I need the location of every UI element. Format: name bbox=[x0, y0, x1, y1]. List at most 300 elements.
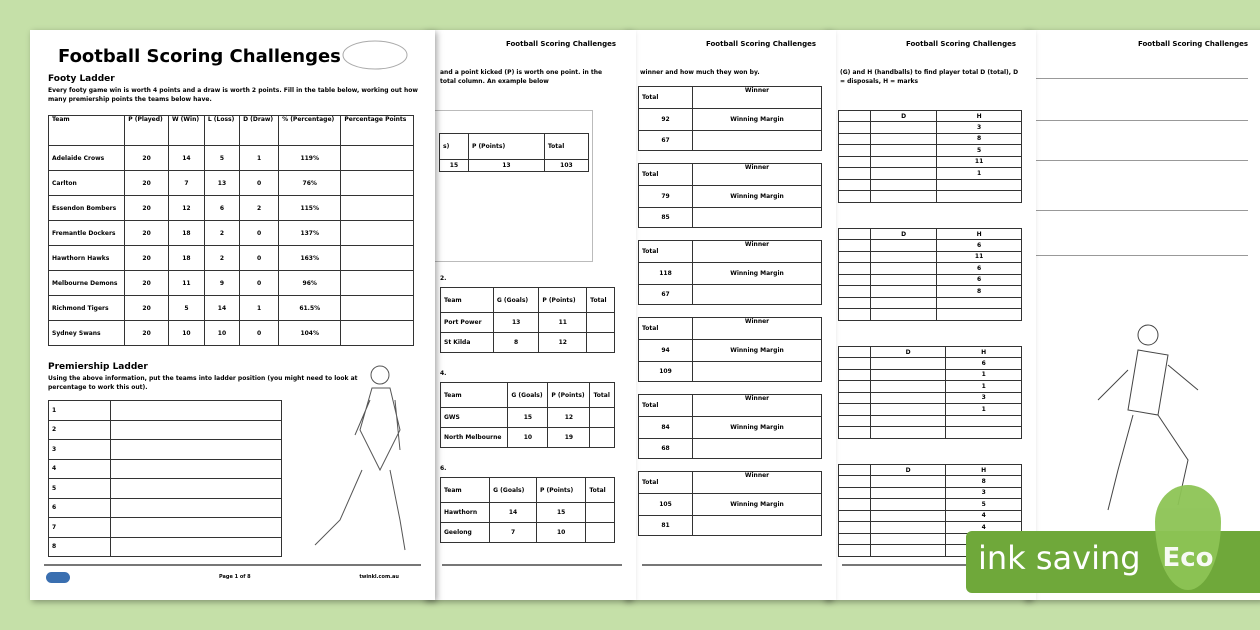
table-row bbox=[639, 340, 822, 362]
page-title: Football Scoring Challenges bbox=[58, 46, 341, 67]
cell: 15 bbox=[508, 408, 548, 428]
instructions: Using the above information, put the teams into ladder position (you might need to look at percentage to work this out). bbox=[48, 375, 358, 391]
team-input-cell[interactable] bbox=[111, 420, 282, 440]
cell: 0 bbox=[240, 271, 279, 296]
cell bbox=[341, 271, 414, 296]
total-header: Total bbox=[639, 164, 693, 186]
position-cell: 6 bbox=[49, 498, 111, 518]
position-cell: 5 bbox=[49, 479, 111, 499]
total-cell: 81 bbox=[639, 516, 693, 536]
cell bbox=[839, 191, 871, 203]
table-row bbox=[441, 313, 615, 333]
table-row bbox=[441, 503, 615, 523]
cell bbox=[839, 309, 871, 321]
table-row bbox=[839, 381, 1022, 393]
instructions: (G) and H (handballs) to find player total D (total), D = disposals, H = marks bbox=[840, 69, 1019, 85]
table-row bbox=[639, 87, 822, 109]
match-block bbox=[638, 471, 822, 536]
table-row bbox=[839, 487, 1022, 499]
example-box bbox=[428, 110, 593, 262]
team-input-cell[interactable] bbox=[111, 440, 282, 460]
table-row bbox=[639, 318, 822, 340]
total-input-cell[interactable] bbox=[590, 408, 615, 428]
cell bbox=[871, 168, 937, 180]
header-cell: G (Goals) bbox=[508, 383, 548, 408]
total-cell: 109 bbox=[639, 362, 693, 382]
cell: 0 bbox=[240, 321, 279, 346]
table-row bbox=[441, 523, 615, 543]
cell: 0 bbox=[240, 171, 279, 196]
header-cell: P (Played) bbox=[125, 116, 169, 146]
cell: Sydney Swans bbox=[49, 321, 125, 346]
cell bbox=[839, 522, 871, 534]
ladder-row bbox=[49, 459, 282, 479]
table-row bbox=[639, 362, 822, 382]
cell bbox=[341, 246, 414, 271]
cell: 20 bbox=[125, 221, 169, 246]
table-row bbox=[839, 286, 1022, 298]
cell: 18 bbox=[168, 246, 204, 271]
cell bbox=[839, 533, 871, 545]
total-header: Total bbox=[639, 395, 693, 417]
cell bbox=[871, 533, 946, 545]
cell bbox=[839, 404, 871, 416]
cell: 119% bbox=[279, 146, 341, 171]
cell bbox=[871, 392, 946, 404]
cell bbox=[839, 381, 871, 393]
page-footer bbox=[642, 564, 822, 584]
cell bbox=[839, 499, 871, 511]
table-row bbox=[49, 296, 414, 321]
cell: 12 bbox=[539, 333, 587, 353]
cell: 1 bbox=[946, 381, 1022, 393]
cell bbox=[871, 476, 946, 488]
cell bbox=[839, 122, 871, 134]
ladder-row bbox=[49, 537, 282, 557]
table-row bbox=[839, 263, 1022, 275]
header-cell: G (Goals) bbox=[493, 288, 538, 313]
team-input-cell[interactable] bbox=[111, 479, 282, 499]
table-row bbox=[639, 285, 822, 305]
cell: 11 bbox=[539, 313, 587, 333]
cell bbox=[871, 297, 937, 309]
cell bbox=[839, 487, 871, 499]
example-table bbox=[439, 133, 589, 172]
total-cell: 118 bbox=[639, 263, 693, 285]
header-row bbox=[441, 478, 615, 503]
header-cell: P (Points) bbox=[536, 478, 585, 503]
cell bbox=[839, 415, 871, 427]
cell bbox=[839, 297, 871, 309]
cell: 20 bbox=[125, 321, 169, 346]
margin-label: Winning Margin bbox=[693, 263, 822, 285]
cell: 3 bbox=[937, 122, 1022, 134]
total-input-cell[interactable] bbox=[587, 333, 615, 353]
cell: Essendon Bombers bbox=[49, 196, 125, 221]
table-row bbox=[49, 271, 414, 296]
total-cell: 85 bbox=[639, 208, 693, 228]
cell bbox=[946, 427, 1022, 439]
margin-label: Winning Margin bbox=[693, 186, 822, 208]
ladder-row bbox=[49, 518, 282, 538]
margin-input bbox=[693, 516, 822, 536]
header-cell: Percentage Points bbox=[341, 116, 414, 146]
cell: 19 bbox=[548, 428, 590, 448]
total-cell: 92 bbox=[639, 109, 693, 131]
cell: Fremantle Dockers bbox=[49, 221, 125, 246]
cell: Port Power bbox=[441, 313, 494, 333]
header-cell: P (Points) bbox=[548, 383, 590, 408]
cell bbox=[871, 251, 937, 263]
table-row bbox=[639, 186, 822, 208]
cell bbox=[341, 221, 414, 246]
cell: 10 bbox=[508, 428, 548, 448]
ladder-row bbox=[49, 401, 282, 421]
table-row bbox=[839, 476, 1022, 488]
cell: 9 bbox=[204, 271, 239, 296]
cell bbox=[839, 145, 871, 157]
total-header: Total bbox=[639, 241, 693, 263]
cell: 3 bbox=[946, 487, 1022, 499]
cell: 15 bbox=[536, 503, 585, 523]
eco-label: Eco bbox=[1162, 543, 1214, 573]
header-cell: s) bbox=[440, 134, 469, 160]
cell bbox=[839, 274, 871, 286]
table-row bbox=[839, 251, 1022, 263]
cell bbox=[937, 297, 1022, 309]
margin-label: Winning Margin bbox=[693, 417, 822, 439]
cell bbox=[871, 133, 937, 145]
twinkl-logo bbox=[46, 572, 70, 583]
page-header: Football Scoring Challenges bbox=[505, 40, 616, 48]
cell bbox=[839, 286, 871, 298]
cell: 6 bbox=[937, 274, 1022, 286]
cell bbox=[937, 309, 1022, 321]
table-row bbox=[839, 404, 1022, 416]
margin-label: Winning Margin bbox=[693, 340, 822, 362]
ladder-row bbox=[49, 440, 282, 460]
table-row bbox=[839, 168, 1022, 180]
cell: 1 bbox=[946, 369, 1022, 381]
section-heading: Premiership Ladder bbox=[48, 362, 148, 372]
cell: Geelong bbox=[441, 523, 490, 543]
cell bbox=[871, 240, 937, 252]
cell: 15 bbox=[440, 160, 469, 172]
cell: 11 bbox=[168, 271, 204, 296]
cell: 1 bbox=[937, 168, 1022, 180]
instructions: Every footy game win is worth 4 points and a draw is worth 2 points. Fill in the table below, working out how many premiership points the teams below have. bbox=[48, 87, 418, 103]
cell: 163% bbox=[279, 246, 341, 271]
cell: 0 bbox=[240, 221, 279, 246]
table-row bbox=[639, 109, 822, 131]
cell bbox=[839, 229, 871, 240]
header-cell: H bbox=[946, 347, 1022, 358]
total-input-cell[interactable] bbox=[586, 523, 615, 543]
cell bbox=[341, 146, 414, 171]
cell: 13 bbox=[493, 313, 538, 333]
table-row bbox=[839, 274, 1022, 286]
cell bbox=[871, 309, 937, 321]
table-row bbox=[49, 221, 414, 246]
worksheet-page-1 bbox=[30, 30, 435, 600]
position-cell: 7 bbox=[49, 518, 111, 538]
match-block bbox=[638, 240, 822, 305]
instructions: winner and how much they won by. bbox=[640, 69, 760, 76]
total-input-cell[interactable] bbox=[587, 313, 615, 333]
table-row bbox=[49, 146, 414, 171]
header-cell: Total bbox=[587, 288, 615, 313]
cell: 1 bbox=[240, 296, 279, 321]
team-input-cell[interactable] bbox=[111, 498, 282, 518]
cell: 8 bbox=[937, 286, 1022, 298]
score-table bbox=[440, 287, 615, 353]
cell: 2 bbox=[204, 246, 239, 271]
winner-label: Winner bbox=[693, 395, 822, 417]
cell: 2 bbox=[240, 196, 279, 221]
cell: 14 bbox=[490, 503, 537, 523]
header-row bbox=[839, 347, 1022, 358]
table-row bbox=[639, 131, 822, 151]
cell: 7 bbox=[168, 171, 204, 196]
cell bbox=[871, 369, 946, 381]
table-row bbox=[639, 208, 822, 228]
cell: 4 bbox=[946, 510, 1022, 522]
cell: 96% bbox=[279, 271, 341, 296]
header-cell: Total bbox=[544, 134, 588, 160]
header-row bbox=[839, 111, 1022, 122]
header-cell: D bbox=[871, 111, 937, 122]
cell: 0 bbox=[240, 246, 279, 271]
winner-label: Winner bbox=[693, 87, 822, 109]
cell: St Kilda bbox=[441, 333, 494, 353]
position-cell: 8 bbox=[49, 537, 111, 557]
cell: 20 bbox=[125, 196, 169, 221]
header-cell: G (Goals) bbox=[490, 478, 537, 503]
header-cell: H bbox=[937, 111, 1022, 122]
cell bbox=[839, 133, 871, 145]
cell: 7 bbox=[490, 523, 537, 543]
table-row bbox=[839, 499, 1022, 511]
badge-text: ink saving bbox=[978, 539, 1141, 577]
football-icon bbox=[340, 38, 410, 72]
cell: 76% bbox=[279, 171, 341, 196]
cell: Adelaide Crows bbox=[49, 146, 125, 171]
worksheet-page-4 bbox=[828, 30, 1036, 600]
cell: Hawthorn bbox=[441, 503, 490, 523]
table-row bbox=[639, 241, 822, 263]
ladder-row bbox=[49, 420, 282, 440]
table-row bbox=[839, 510, 1022, 522]
cell bbox=[871, 499, 946, 511]
total-cell: 67 bbox=[639, 285, 693, 305]
team-input-cell[interactable] bbox=[111, 537, 282, 557]
cell bbox=[839, 545, 871, 557]
cell bbox=[341, 321, 414, 346]
cell bbox=[839, 263, 871, 275]
instructions: and a point kicked (P) is worth one point. in the total column. An example below bbox=[440, 69, 603, 85]
cell: 12 bbox=[548, 408, 590, 428]
winner-label: Winner bbox=[693, 318, 822, 340]
header-cell: Total bbox=[590, 383, 615, 408]
cell: 11 bbox=[937, 156, 1022, 168]
header-cell: H bbox=[937, 229, 1022, 240]
team-input-cell[interactable] bbox=[111, 459, 282, 479]
winner-label: Winner bbox=[693, 472, 822, 494]
header-cell: D bbox=[871, 347, 946, 358]
cell: 103 bbox=[544, 160, 588, 172]
total-cell: 68 bbox=[639, 439, 693, 459]
page-header: Football Scoring Challenges bbox=[1137, 40, 1248, 48]
cell: 12 bbox=[168, 196, 204, 221]
header-cell: Team bbox=[441, 478, 490, 503]
total-cell: 94 bbox=[639, 340, 693, 362]
cell: 6 bbox=[204, 196, 239, 221]
match-block bbox=[638, 163, 822, 228]
cell: 13 bbox=[204, 171, 239, 196]
cell bbox=[839, 251, 871, 263]
header-cell: D bbox=[871, 229, 937, 240]
ladder-row bbox=[49, 498, 282, 518]
cell bbox=[871, 487, 946, 499]
header-row bbox=[839, 229, 1022, 240]
table-row bbox=[839, 145, 1022, 157]
margin-input bbox=[693, 439, 822, 459]
header-cell: P (Points) bbox=[539, 288, 587, 313]
cell: Melbourne Demons bbox=[49, 271, 125, 296]
cell bbox=[871, 156, 937, 168]
cell: 6 bbox=[937, 240, 1022, 252]
score-table bbox=[440, 477, 615, 543]
table-row bbox=[839, 191, 1022, 203]
table-row bbox=[49, 321, 414, 346]
table-row bbox=[839, 179, 1022, 191]
margin-label: Winning Margin bbox=[693, 109, 822, 131]
margin-input bbox=[693, 131, 822, 151]
cell bbox=[839, 156, 871, 168]
cell bbox=[839, 510, 871, 522]
team-input-cell[interactable] bbox=[111, 401, 282, 421]
cell bbox=[871, 522, 946, 534]
score-table bbox=[440, 382, 615, 448]
cell: North Melbourne bbox=[441, 428, 508, 448]
site-url: twinkl.com.au bbox=[359, 574, 399, 580]
cell: GWS bbox=[441, 408, 508, 428]
cell bbox=[839, 168, 871, 180]
cell: 10 bbox=[204, 321, 239, 346]
table-row bbox=[839, 358, 1022, 370]
cell bbox=[871, 415, 946, 427]
table-row bbox=[839, 392, 1022, 404]
cell bbox=[937, 179, 1022, 191]
footy-ladder-table bbox=[48, 115, 414, 346]
table-row bbox=[49, 246, 414, 271]
page-header: Football Scoring Challenges bbox=[705, 40, 816, 48]
question-number: 6. bbox=[440, 465, 447, 472]
header-cell: Team bbox=[49, 116, 125, 146]
table-row bbox=[839, 415, 1022, 427]
cell: 14 bbox=[168, 146, 204, 171]
margin-input bbox=[693, 285, 822, 305]
cell: 20 bbox=[125, 246, 169, 271]
page-number: Page 1 of 8 bbox=[219, 574, 251, 580]
cell bbox=[839, 476, 871, 488]
cell bbox=[871, 191, 937, 203]
cell bbox=[946, 415, 1022, 427]
table-row bbox=[839, 156, 1022, 168]
total-input-cell[interactable] bbox=[586, 503, 615, 523]
total-header: Total bbox=[639, 472, 693, 494]
cell: Richmond Tigers bbox=[49, 296, 125, 321]
cell: Carlton bbox=[49, 171, 125, 196]
cell: 18 bbox=[168, 221, 204, 246]
cell: 14 bbox=[204, 296, 239, 321]
position-cell: 4 bbox=[49, 459, 111, 479]
total-input-cell[interactable] bbox=[590, 428, 615, 448]
stats-table bbox=[838, 346, 1022, 439]
cell: 10 bbox=[168, 321, 204, 346]
cell: 20 bbox=[125, 296, 169, 321]
team-input-cell[interactable] bbox=[111, 518, 282, 538]
table-row bbox=[839, 297, 1022, 309]
stats-table bbox=[838, 110, 1022, 203]
table-row bbox=[639, 263, 822, 285]
cell bbox=[839, 392, 871, 404]
worksheet-page-3 bbox=[628, 30, 836, 600]
header-cell: Team bbox=[441, 288, 494, 313]
cell bbox=[871, 404, 946, 416]
position-cell: 3 bbox=[49, 440, 111, 460]
table-row bbox=[839, 133, 1022, 145]
match-block bbox=[638, 317, 822, 382]
cell: 20 bbox=[125, 271, 169, 296]
table-row bbox=[639, 164, 822, 186]
total-header: Total bbox=[639, 87, 693, 109]
header-cell: D (Draw) bbox=[240, 116, 279, 146]
cell: 3 bbox=[946, 392, 1022, 404]
winner-label: Winner bbox=[693, 164, 822, 186]
table-row bbox=[49, 196, 414, 221]
cell bbox=[341, 171, 414, 196]
table-row bbox=[839, 240, 1022, 252]
cell bbox=[937, 191, 1022, 203]
total-header: Total bbox=[639, 318, 693, 340]
cell: 8 bbox=[946, 476, 1022, 488]
ladder-row bbox=[49, 479, 282, 499]
cell bbox=[871, 381, 946, 393]
cell: 137% bbox=[279, 221, 341, 246]
margin-input bbox=[693, 208, 822, 228]
header-cell: Total bbox=[586, 478, 615, 503]
cell bbox=[839, 427, 871, 439]
cell bbox=[839, 179, 871, 191]
header-cell: D bbox=[871, 465, 946, 476]
total-cell: 105 bbox=[639, 494, 693, 516]
total-cell: 67 bbox=[639, 131, 693, 151]
table-row bbox=[839, 122, 1022, 134]
header-cell: P (Points) bbox=[468, 134, 544, 160]
table-row bbox=[639, 417, 822, 439]
cell bbox=[871, 274, 937, 286]
page-header: Football Scoring Challenges bbox=[905, 40, 1016, 48]
margin-label: Winning Margin bbox=[693, 494, 822, 516]
player-illustration bbox=[300, 360, 420, 555]
cell bbox=[871, 122, 937, 134]
cell: 104% bbox=[279, 321, 341, 346]
match-block bbox=[638, 394, 822, 459]
cell bbox=[871, 286, 937, 298]
cell: 20 bbox=[125, 171, 169, 196]
table-row bbox=[639, 439, 822, 459]
